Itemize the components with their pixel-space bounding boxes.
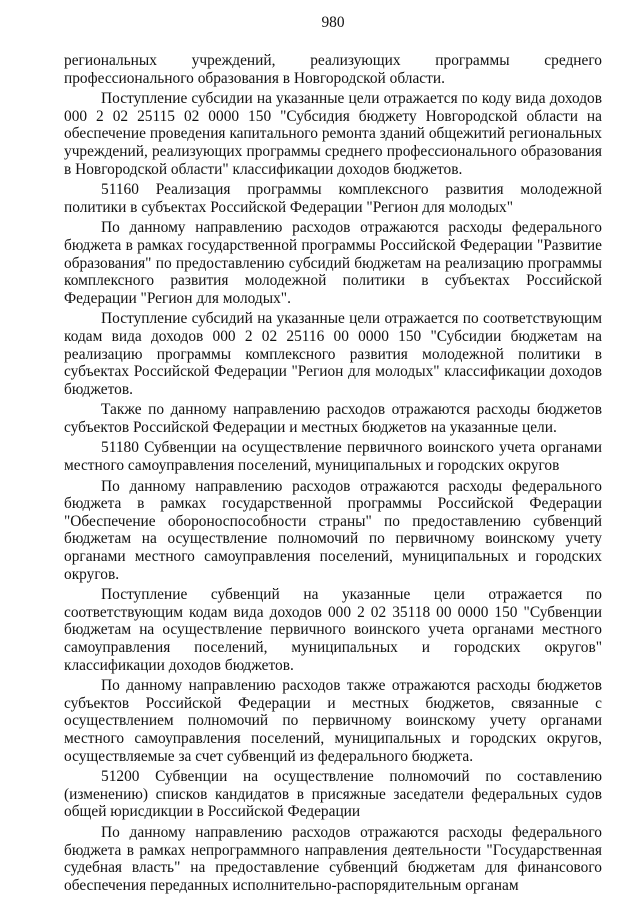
document-page xyxy=(64,14,602,897)
paragraph-1: региональных учреждений, реализующих программы среднего профессионального образования в Новгородской области. xyxy=(64,52,602,87)
paragraph-3: 51160 Реализация программы комплексного развития молодежной политики в субъектах Российской Федерации "Регион для молодых" xyxy=(64,181,602,216)
paragraph-7: 51180 Субвенции на осуществление первичного воинского учета органами местного самоуправления поселений, муниципальных и городских округов xyxy=(64,439,602,475)
paragraph-11: 51200 Субвенции на осуществление полномочий по составлению (изменению) списков кандидатов в присяжные заседатели федеральных судов общей юрисдикции в Российской Федерации xyxy=(64,768,602,821)
paragraph-8: По данному направлению расходов отражаются расходы федерального бюджета в рамках государственной программы Российской Федерации "Обеспечение обороноспособности страны" по предоставлению субвенций бюджетам на осуществление полномочий по первичному воинскому учету органами местного самоуправления поселений, муниципальных и городских округов. xyxy=(64,477,602,583)
paragraph-2: Поступление субсидии на указанные цели отражается по коду вида доходов 000 2 02 25115 02 0000 150 "Субсидия бюджету Новгородской области на обеспечение проведения капитального ремонта зданий общежитий региональных учреждений, реализующих программы среднего профессионального образования в Новгородской области" классификации доходов бюджетов. xyxy=(64,90,602,178)
paragraph-10: По данному направлению расходов также отражаются расходы бюджетов субъектов Российской Федерации и местных бюджетов, связанные с осуществлением полномочий по первичному воинскому учету органами местного самоуправления поселений, муниципальных и городских округов, осуществляемые за счет субвенций из федерального бюджета. xyxy=(64,677,602,765)
paragraph-5: Поступление субсидий на указанные цели отражается по соответствующим кодам вида доходов 000 2 02 25116 00 0000 150 "Субсидии бюджетам на реализацию программы комплексного развития молодежной политики в субъектах Российской Федерации "Регион для молодых" классификации доходов бюджетов. xyxy=(64,310,602,398)
document-body xyxy=(64,52,602,894)
paragraph-6: Также по данному направлению расходов отражаются расходы бюджетов субъектов Российской Федерации и местных бюджетов на указанные цели. xyxy=(64,401,602,436)
page-number: 980 xyxy=(321,14,345,31)
paragraph-9: Поступление субвенций на указанные цели отражается по соответствующим кодам вида доходов 000 2 02 35118 00 0000 150 "Субвенции бюджетам на осуществление первичного воинского учета органами местного самоуправления поселений, муниципальных и городских округов" классификации доходов бюджетов. xyxy=(64,586,602,674)
paragraph-4: По данному направлению расходов отражаются расходы федерального бюджета в рамках государственной программы Российской Федерации "Развитие образования" по предоставлению субсидий бюджетам на реализацию программы комплексного развития молодежной политики в субъектах Российской Федерации "Регион для молодых". xyxy=(64,219,602,307)
paragraph-12: По данному направлению расходов отражаются расходы федерального бюджета в рамках непрограммного направления деятельности "Государственная судебная власть" на предоставление субвенций бюджетам для финансового обеспечения переданных исполнительно-распорядительным органам xyxy=(64,823,602,894)
